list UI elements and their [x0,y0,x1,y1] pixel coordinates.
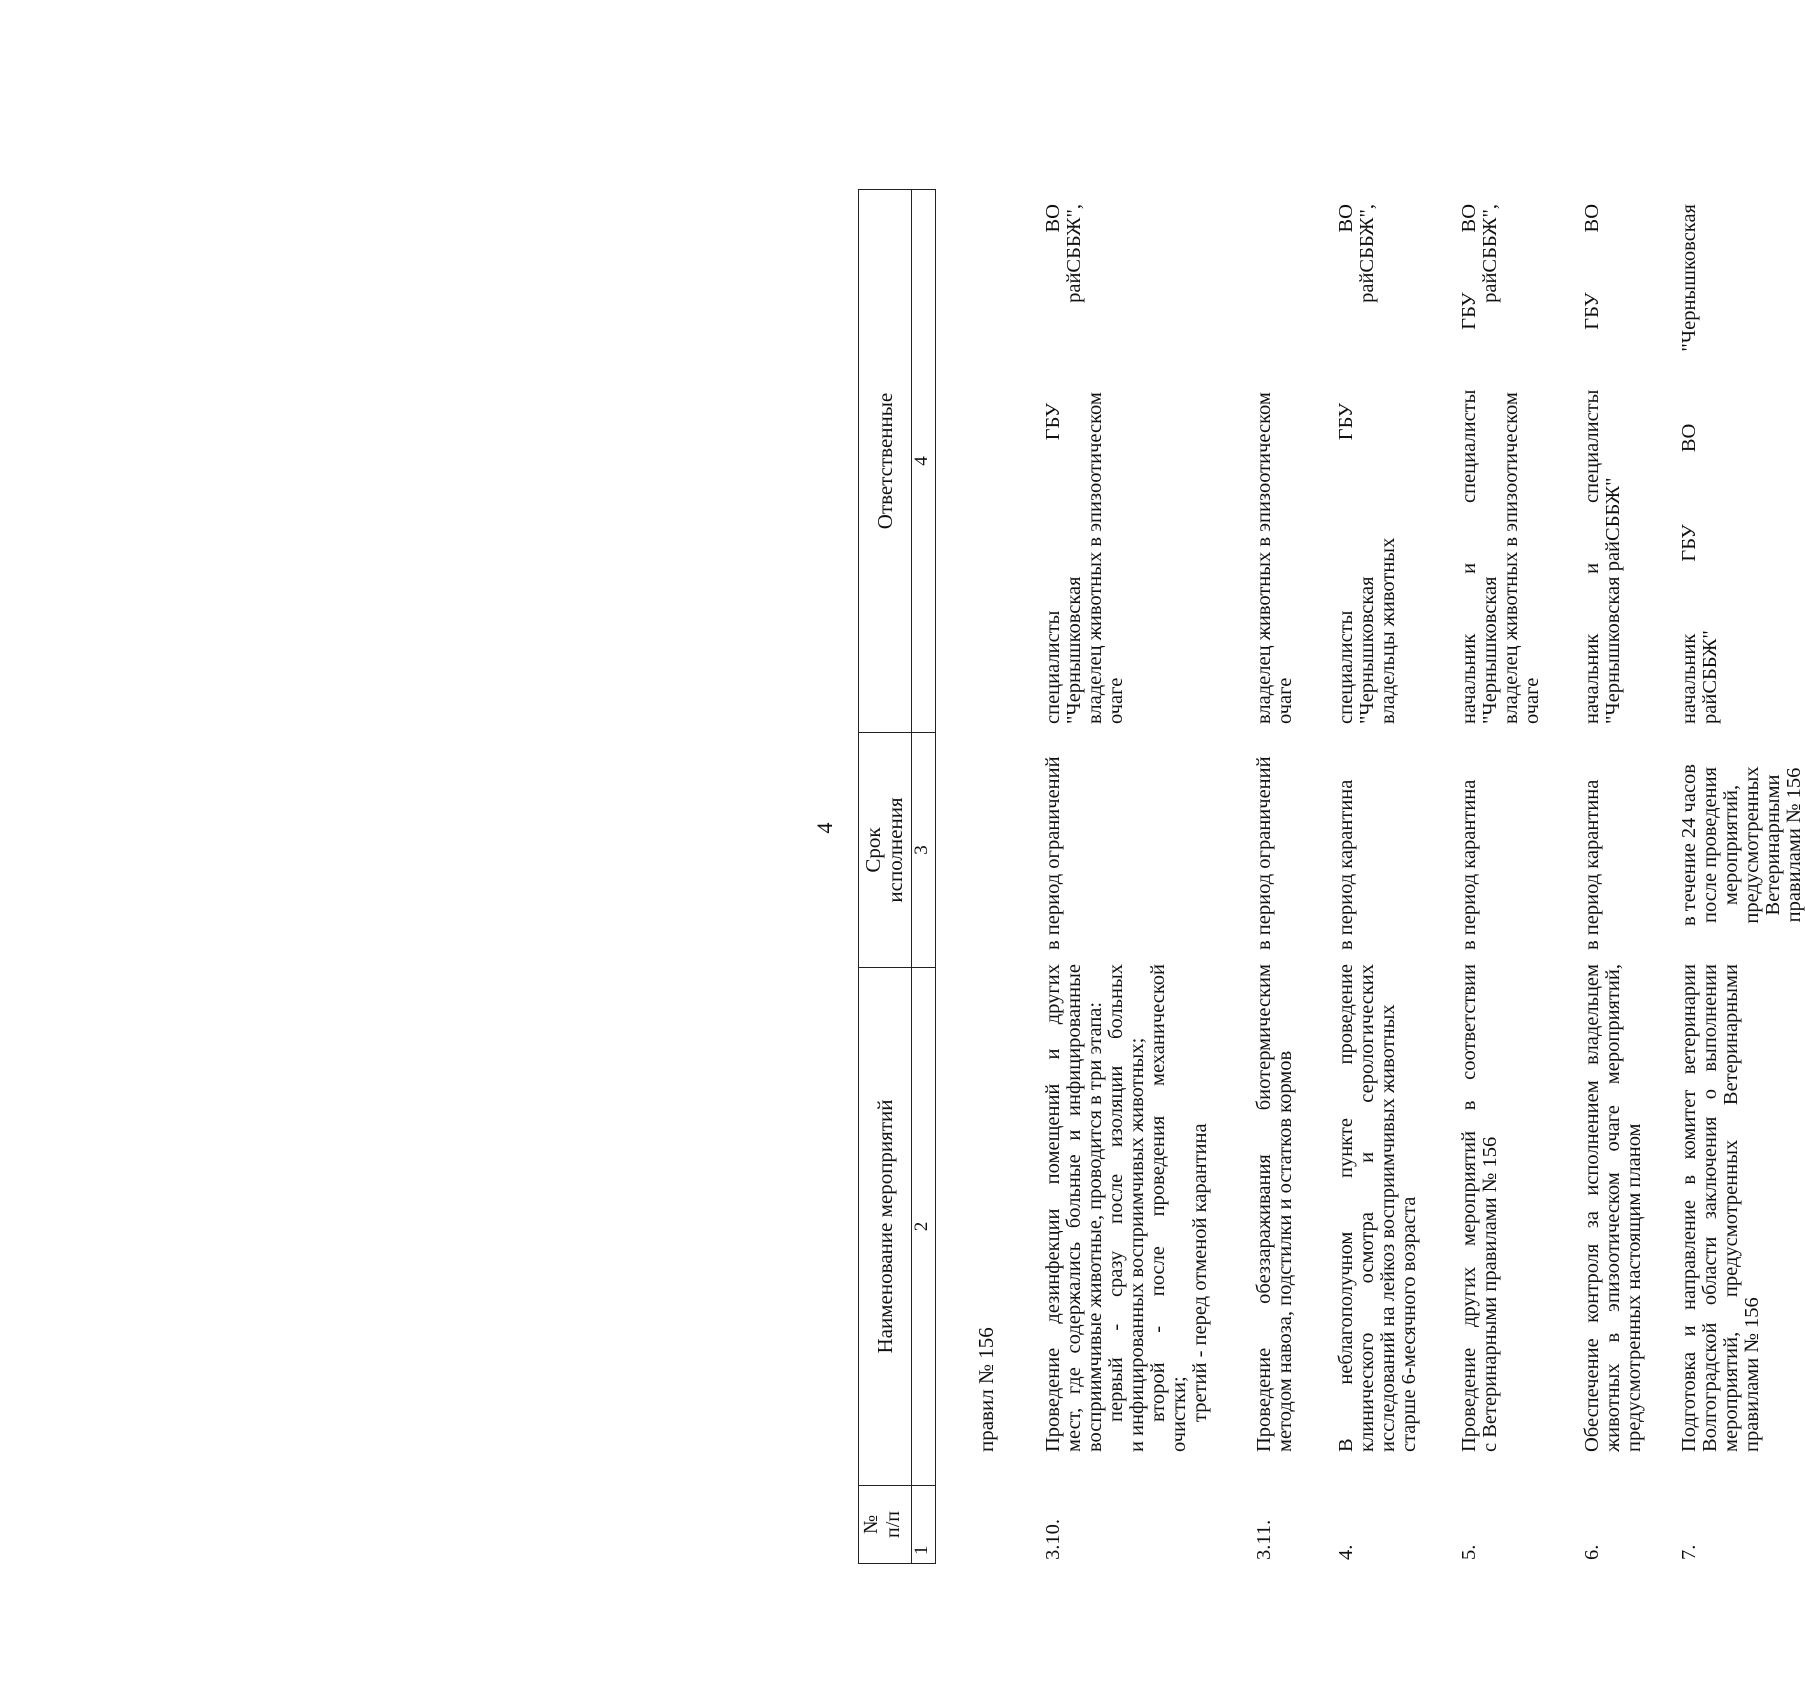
responsible-line: владелец животных в эпизоотическом [1253,392,1275,724]
row-responsible [1336,204,1399,724]
responsible-line: очаге [1274,677,1296,724]
deadline-line: после проведения [1699,766,1721,924]
activity-line: Волгоградской области заключения о выполнении [1699,964,1721,1452]
row-activity [1582,964,1645,1452]
header-col3-title-2: исполнения [883,797,907,903]
responsible-line: очаге [1105,677,1127,724]
deadline-line: мероприятий, [1720,784,1742,906]
header-col-name [858,968,936,1486]
responsible-line: "Чернышковская райСББЖ", [1063,204,1085,724]
deadline-line: правилами № 156 [1783,767,1805,923]
deadline-line: в период ограничений [1253,756,1275,950]
activity-line: Проведение дезинфекции помещений и других [1042,964,1064,1452]
row-deadline [1336,740,1357,950]
activity-line: очистки; [1168,1376,1190,1452]
responsible-line: "Чернышковская райСББЖ", [1479,204,1501,724]
row-deadline [1254,740,1275,950]
header-col-deadline [858,733,936,968]
activity-line: правилами № 156 [1741,1297,1763,1452]
responsible-line: начальник и специалисты ГБУ ВО [1581,204,1603,724]
header-col-number [858,1486,936,1564]
activity-line: В неблагополучном пункте проведение [1335,964,1357,1452]
responsible-line: начальник ГБУ ВО "Чернышковская [1678,204,1700,724]
activity-line: Подготовка и направление в комитет ветеринарии [1678,964,1700,1452]
activity-line: Проведение других мероприятий в соответствии [1458,964,1480,1452]
activity-line: с Ветеринарными правилами № 156 [1479,1136,1501,1452]
deadline-line: в период карантина [1581,779,1603,950]
deadline-line: в период ограничений [1042,756,1064,950]
row-responsible [1679,204,1721,724]
activity-line: Обеспечение контроля за исполнением владельцем [1581,964,1603,1452]
row-number: 3.10. [1042,1519,1064,1560]
row-responsible [1459,204,1543,724]
activity-line: старше 6-месячного возраста [1398,1196,1420,1452]
header-col3-index: 3 [911,845,932,855]
deadline-line: предусмотренных [1741,766,1763,924]
responsible-line: владельцы животных [1377,537,1399,724]
header-col1-index: 1 [911,1545,932,1555]
row-deadline [1679,740,1805,950]
row-responsible [1582,204,1624,724]
header-col-responsible [858,189,936,733]
row-number: 6. [1581,1544,1603,1560]
row-activity [1459,964,1501,1452]
deadline-line: в течение 24 часов [1678,764,1700,926]
activity-line: клинического осмотра и серологических [1356,964,1378,1452]
deadline-line: Ветеринарными [1762,774,1784,916]
header-col3-title-1: Срок [861,827,885,873]
row-deadline [1582,740,1603,950]
row-deadline [1459,740,1480,950]
header-col4-title: Ответственные [873,392,897,530]
deadline-line: в период карантина [1458,779,1480,950]
header-col2-index: 2 [911,1221,932,1232]
table-header [858,189,936,1564]
responsible-line: начальник и специалисты ГБУ ВО [1458,204,1480,724]
responsible-line: райСББЖ" [1699,630,1721,724]
responsible-line: "Чернышковская райСББЖ", [1356,204,1378,724]
activity-line: второй - после проведения механической [1147,964,1169,1422]
activity-line: методом навоза, подстилки и остатков кормов [1274,1050,1296,1452]
row-responsible [1043,204,1127,724]
responsible-line: специалисты ГБУ ВО [1335,204,1357,724]
row-deadline [1043,740,1064,950]
row-activity [1254,964,1296,1452]
row-number: 4. [1335,1544,1357,1560]
activity-line: животных в эпизоотическом очаге мероприятий, [1602,964,1624,1452]
deadline-line: в период карантина [1335,779,1357,950]
activity-line: и инфицированных восприимчивых животных; [1126,1037,1148,1452]
responsible-line: очаге [1521,677,1543,724]
header-col4-index: 4 [911,456,932,466]
continuation-text: правил № 156 [974,1327,998,1452]
activity-line: восприимчивые животные, проводится в три этапа: [1084,1001,1106,1452]
activity-line: предусмотренных настоящим планом [1623,1123,1645,1452]
activity-line: первый - сразу после изоляции больных [1105,964,1127,1422]
header-num-abbr: п/п [882,1511,904,1538]
activity-line: исследований на лейкоз восприимчивых животных [1377,1004,1399,1452]
activity-line: мероприятий, предусмотренных Ветеринарными [1720,964,1742,1452]
row-activity [1043,964,1211,1452]
row-number: 3.11. [1253,1519,1275,1560]
activity-line: третий - перед отменой карантина [1189,1123,1211,1422]
activity-line: Проведение обеззараживания биотермическим [1253,964,1275,1452]
header-num-sign: № [860,1514,882,1535]
row-activity [1679,964,1763,1452]
activity-line: мест, где содержались больные и инфицированные [1063,964,1085,1452]
row-activity [1336,964,1420,1452]
responsible-line: специалисты ГБУ ВО [1042,204,1064,724]
page-number: 4 [812,822,837,834]
header-col2-title: Наименование мероприятий [873,1099,897,1354]
responsible-line: владелец животных в эпизоотическом [1084,392,1106,724]
responsible-line: владелец животных в эпизоотическом [1500,392,1522,724]
responsible-line: "Чернышковская райСББЖ" [1602,477,1624,724]
row-number: 7. [1678,1544,1700,1560]
row-responsible [1254,204,1296,724]
row-number: 5. [1458,1544,1480,1560]
